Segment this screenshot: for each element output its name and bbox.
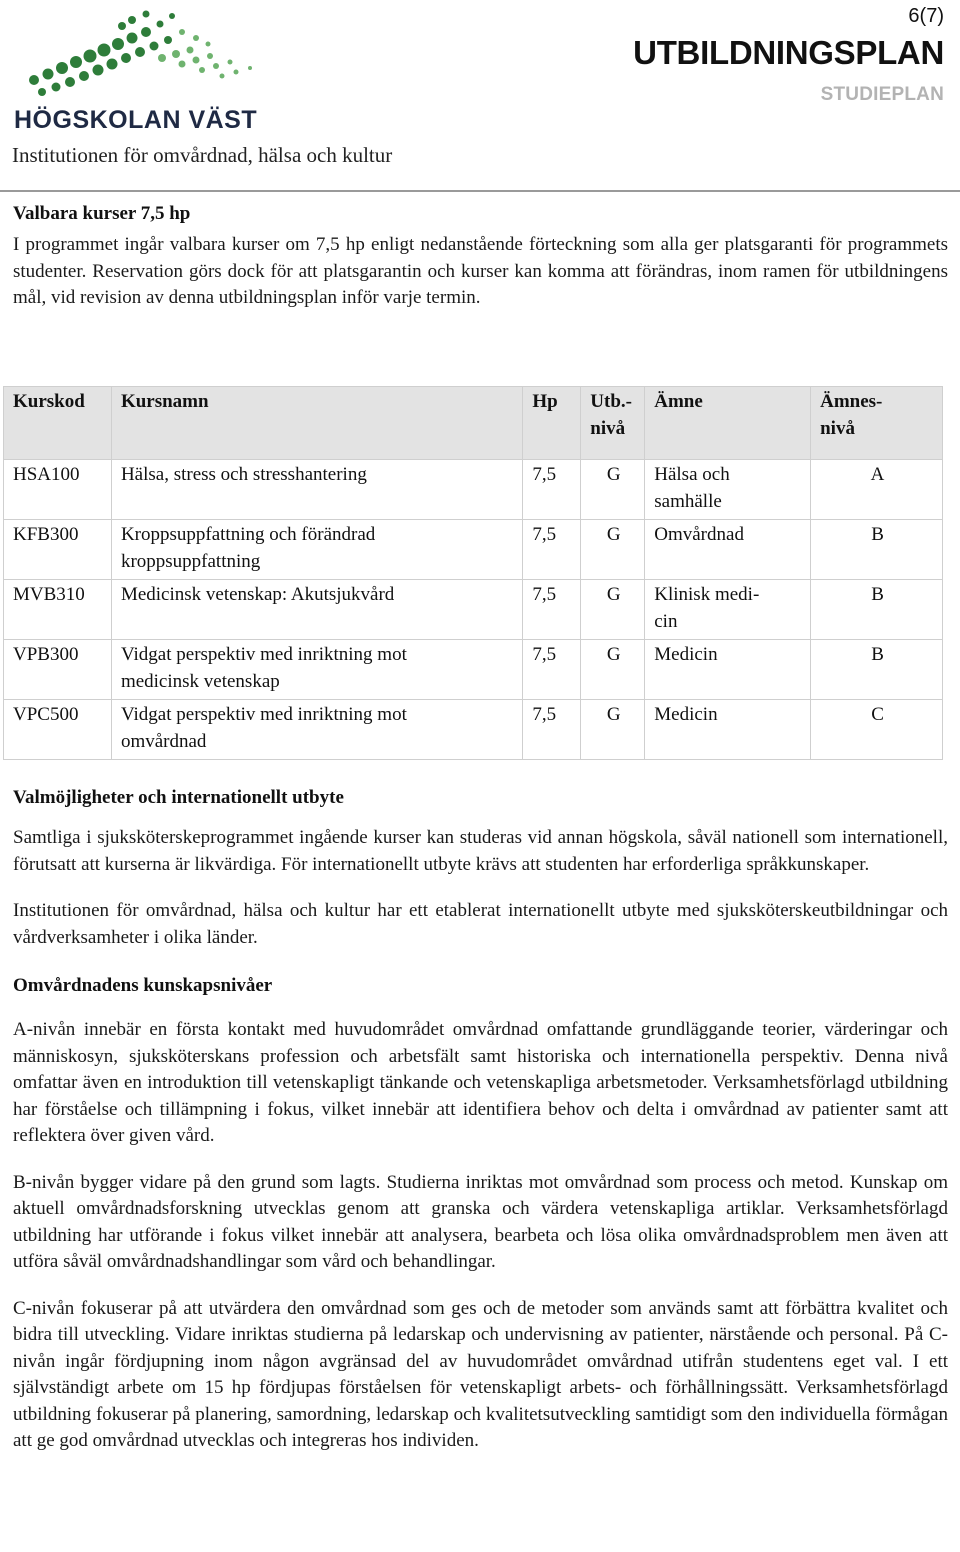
course-name-line1: Vidgat perspektiv med inriktning mot xyxy=(120,704,407,725)
table-row xyxy=(4,580,943,640)
course-name-line2: medicinsk vetenskap xyxy=(120,670,280,692)
exchange-and-levels-section xyxy=(13,784,948,1455)
exchange-paragraph-1: Samtliga i sjuksköterskeprogrammet ingående kurser kan studeras vid annan högskola, såväl nationell som internationell, förutsatt att kurserna är likvärdiga. För internationellt utbyte krävs att studenten har erforderliga språkkunskaper. xyxy=(13,827,948,875)
course-subject: Medicin xyxy=(645,700,811,760)
course-name xyxy=(111,640,522,700)
course-name: Medicinsk vetenskap: Akutsjukvård xyxy=(111,580,522,640)
course-subject-line1: Hälsa och xyxy=(654,464,730,485)
header-education-level-line1: Utb.- xyxy=(590,391,632,412)
header-education-level-line2: nivå xyxy=(590,417,626,439)
header-course-name: Kursnamn xyxy=(111,387,522,460)
course-subject-level: B xyxy=(811,520,943,580)
course-subject xyxy=(645,580,811,640)
course-code: VPB300 xyxy=(4,640,112,700)
course-name xyxy=(111,520,522,580)
course-level: G xyxy=(581,640,645,700)
course-subject-line1: Klinisk medi- xyxy=(654,584,760,605)
header-education-level xyxy=(581,387,645,460)
course-subject-line2: cin xyxy=(654,610,678,632)
course-hp: 7,5 xyxy=(523,460,581,520)
header-course-code: Kurskod xyxy=(4,387,112,460)
header-subject-level xyxy=(811,387,943,460)
course-subject-level: C xyxy=(811,700,943,760)
header-divider xyxy=(0,190,960,192)
course-hp: 7,5 xyxy=(523,700,581,760)
course-name-line1: Kroppsuppfattning och förändrad xyxy=(120,524,376,545)
header-subject: Ämne xyxy=(645,387,811,460)
course-name: Hälsa, stress och stresshantering xyxy=(111,460,522,520)
course-level: G xyxy=(581,460,645,520)
electives-heading: Valbara kurser 7,5 hp xyxy=(13,203,191,224)
course-subject-level: B xyxy=(811,640,943,700)
document-title: UTBILDNINGSPLAN xyxy=(633,34,944,71)
department-name: Institutionen för omvårdnad, hälsa och kultur xyxy=(12,143,393,167)
course-level: G xyxy=(581,520,645,580)
elective-courses-table xyxy=(3,386,943,760)
course-hp: 7,5 xyxy=(523,520,581,580)
electives-paragraph: I programmet ingår valbara kurser om 7,5 hp enligt nedanstående förteckning som alla ger platsgaranti för programmets studenter. Reservation görs dock för att platsgarantin och kurser kan komma att förändras, inom ramen för utbildningens mål, vid revision av denna utbildningsplan inför varje termin. xyxy=(13,234,948,308)
exchange-paragraph-2: Institutionen för omvårdnad, hälsa och kultur har ett etablerat internationellt utbyte med sjuksköterskeutbildningar och vårdverksamheter i olika länder. xyxy=(13,900,948,948)
level-a-paragraph: A-nivån innebär en första kontakt med huvudområdet omvårdnad omfattande grundläggande teorier, värderingar och människosyn, sjuksköterskans profession och arbetsfält samt historiska och internationella perspektiv. Denna nivå omfattar även en introduktion till vetenskapligt tänkande och vetenskapliga arbetsmetoder. Verksamhetsförlagd utbildning har förståelse och tillämpning i fokus, vilket innebär att identifiera behov och delta i omvårdnad av patienter samt att reflektera över given vård. xyxy=(13,1019,948,1146)
level-b-paragraph: B-nivån bygger vidare på den grund som lagts. Studierna inriktas mot omvårdnad som process och metod. Kunskap om aktuell omvårdnadsforskning utvecklas genom att granska och värdera vetenskapliga artiklar. Verksamhetsförlagd utbildning har utförande i fokus vilket innebär att analysera, bearbeta och lösa olika omvårdnadsproblem men även att utföra såväl omvårdnadshandlingar som vård och behandlingar. xyxy=(13,1171,948,1272)
header-hp: Hp xyxy=(523,387,581,460)
table-row xyxy=(4,700,943,760)
dots-pattern-icon xyxy=(12,2,262,106)
table-row xyxy=(4,520,943,580)
course-name-line1: Vidgat perspektiv med inriktning mot xyxy=(120,644,407,665)
document-subtitle: STUDIEPLAN xyxy=(820,84,944,105)
hogskolan-vast-logo xyxy=(12,2,262,132)
table-header-row xyxy=(4,387,943,460)
course-subject-level: A xyxy=(811,460,943,520)
course-code: MVB310 xyxy=(4,580,112,640)
course-level: G xyxy=(581,580,645,640)
exchange-heading: Valmöjligheter och internationellt utbyte xyxy=(13,787,344,808)
header-subject-level-line2: nivå xyxy=(820,417,855,439)
course-code: VPC500 xyxy=(4,700,112,760)
levels-heading: Omvårdnadens kunskapsnivåer xyxy=(13,975,273,996)
page-number: 6(7) xyxy=(908,5,944,27)
course-subject: Medicin xyxy=(645,640,811,700)
header-subject-level-line1: Ämnes- xyxy=(820,391,883,412)
table-row xyxy=(4,640,943,700)
course-code: HSA100 xyxy=(4,460,112,520)
course-subject-line2: samhälle xyxy=(654,490,722,512)
course-code: KFB300 xyxy=(4,520,112,580)
course-hp: 7,5 xyxy=(523,640,581,700)
course-subject: Omvårdnad xyxy=(645,520,811,580)
table-row xyxy=(4,460,943,520)
logo-text: HÖGSKOLAN VÄST xyxy=(14,106,258,134)
level-c-paragraph: C-nivån fokuserar på att utvärdera den omvårdnad som ges och de metoder som används samt att förbättra kvalitet och bidra till utveckling. Vidare inriktas studierna på ledarskap och undervisning av patienter, närstående och personal. På C-nivån ingår fördjupning inom någon avgränsad del av huvudområdet omvårdnad utifrån studentens eget val. I ett självständigt arbete om 15 hp fördjupas förståelsen för vetenskapligt arbets- och förhållningssätt. Verksamhetsförlagd utbildning fokuserar på planering, samordning, ledarskap och kvalitetsutveckling samtidigt som den individuella förmågan att ge god omvårdnad utvecklas och integreras hos individen. xyxy=(13,1297,948,1451)
course-subject xyxy=(645,460,811,520)
course-hp: 7,5 xyxy=(523,580,581,640)
course-name xyxy=(111,700,522,760)
electives-section xyxy=(13,200,948,312)
course-name-line2: omvårdnad xyxy=(120,730,207,752)
course-name-line2: kroppsuppfattning xyxy=(120,550,261,572)
course-level: G xyxy=(581,700,645,760)
course-subject-level: B xyxy=(811,580,943,640)
